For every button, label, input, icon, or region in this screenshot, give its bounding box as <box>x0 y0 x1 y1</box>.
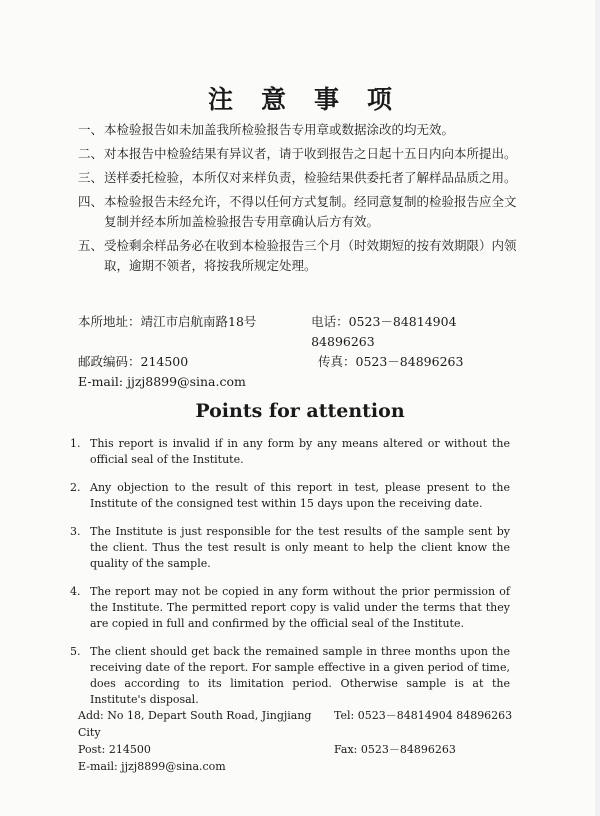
english-address: Add: No 18, Depart South Road, Jingjiang City <box>78 709 312 739</box>
item-number: 三、 <box>78 170 104 185</box>
chinese-email: E-mail: jjzj8899@sina.com <box>78 374 246 389</box>
item-number: 2. <box>70 481 81 494</box>
english-title: Points for attention <box>195 400 405 422</box>
item-number: 4. <box>70 585 81 598</box>
chinese-address: 本所地址：靖江市启航南路18号 <box>78 314 257 329</box>
item-text: This report is invalid if in any form by any means altered or without the official seal of the Institute. <box>90 437 510 466</box>
english-contact-block <box>78 707 518 775</box>
item-text: 受检剩余样品务必在收到本检验报告三个月（时效期短的按有效期限）内领取，逾期不领者，将按我所规定处理。 <box>104 238 517 273</box>
item-text: The report may not be copied in any form without the prior permission of the Institute. The permitted report copy is valid under the terms that they are copied in full and confirmed by the official seal of the Institute. <box>90 585 510 630</box>
item-number: 1. <box>70 437 81 450</box>
chinese-title: 注意事项 <box>207 85 420 114</box>
item-number: 五、 <box>78 238 104 253</box>
item-number: 一、 <box>78 122 104 137</box>
item-text: The Institute is just responsible for the test results of the sample sent by the client. Thus the test result is only meant to help the client know the quality of the sample. <box>90 525 510 570</box>
item-text: 对本报告中检验结果有异议者，请于收到报告之日起十五日内向本所提出。 <box>104 146 517 161</box>
chinese-phone: 电话：0523－84814904 84896263 <box>311 314 457 349</box>
chinese-postcode: 邮政编码：214500 <box>78 354 189 369</box>
english-fax: Fax: 0523－84896263 <box>334 743 456 756</box>
english-post: Post: 214500 <box>78 743 151 756</box>
item-text: 本检验报告如未加盖我所检验报告专用章或数据涂改的均无效。 <box>104 122 455 137</box>
chinese-fax: 传真：0523－84896263 <box>318 354 464 369</box>
english-notice-item <box>70 524 510 572</box>
chinese-notice-item <box>78 168 518 188</box>
english-notice-item <box>70 584 510 632</box>
chinese-notice-item <box>78 192 518 232</box>
item-number: 3. <box>70 525 81 538</box>
chinese-notice-list <box>78 120 518 276</box>
english-email: E-mail: jjzj8899@sina.com <box>78 760 226 773</box>
item-text: Any objection to the result of this report in test, please present to the Institute of the consigned test within 15 days upon the receiving date. <box>90 481 510 510</box>
english-notice-item <box>70 644 510 708</box>
chinese-notice-item <box>78 120 518 140</box>
english-notice-item <box>70 436 510 468</box>
english-notice-list <box>70 436 510 708</box>
chinese-contact-block <box>78 312 518 392</box>
chinese-notice-item <box>78 236 518 276</box>
english-notice-item <box>70 480 510 512</box>
chinese-notice-item <box>78 144 518 164</box>
item-text: 本检验报告未经允许，不得以任何方式复制。经同意复制的检验报告应全文复制并经本所加盖检验报告专用章确认后方有效。 <box>104 194 517 229</box>
item-number: 四、 <box>78 194 104 209</box>
item-text: The client should get back the remained sample in three months upon the receiving date of the report. For sample effective in a given period of time, does according to its limitation period. Otherwise sample is at the Institute's disposal. <box>90 645 510 706</box>
item-number: 二、 <box>78 146 104 161</box>
item-number: 5. <box>70 645 81 658</box>
item-text: 送样委托检验，本所仅对来样负责，检验结果供委托者了解样品品质之用。 <box>104 170 517 185</box>
english-tel: Tel: 0523－84814904 84896263 <box>334 709 513 722</box>
